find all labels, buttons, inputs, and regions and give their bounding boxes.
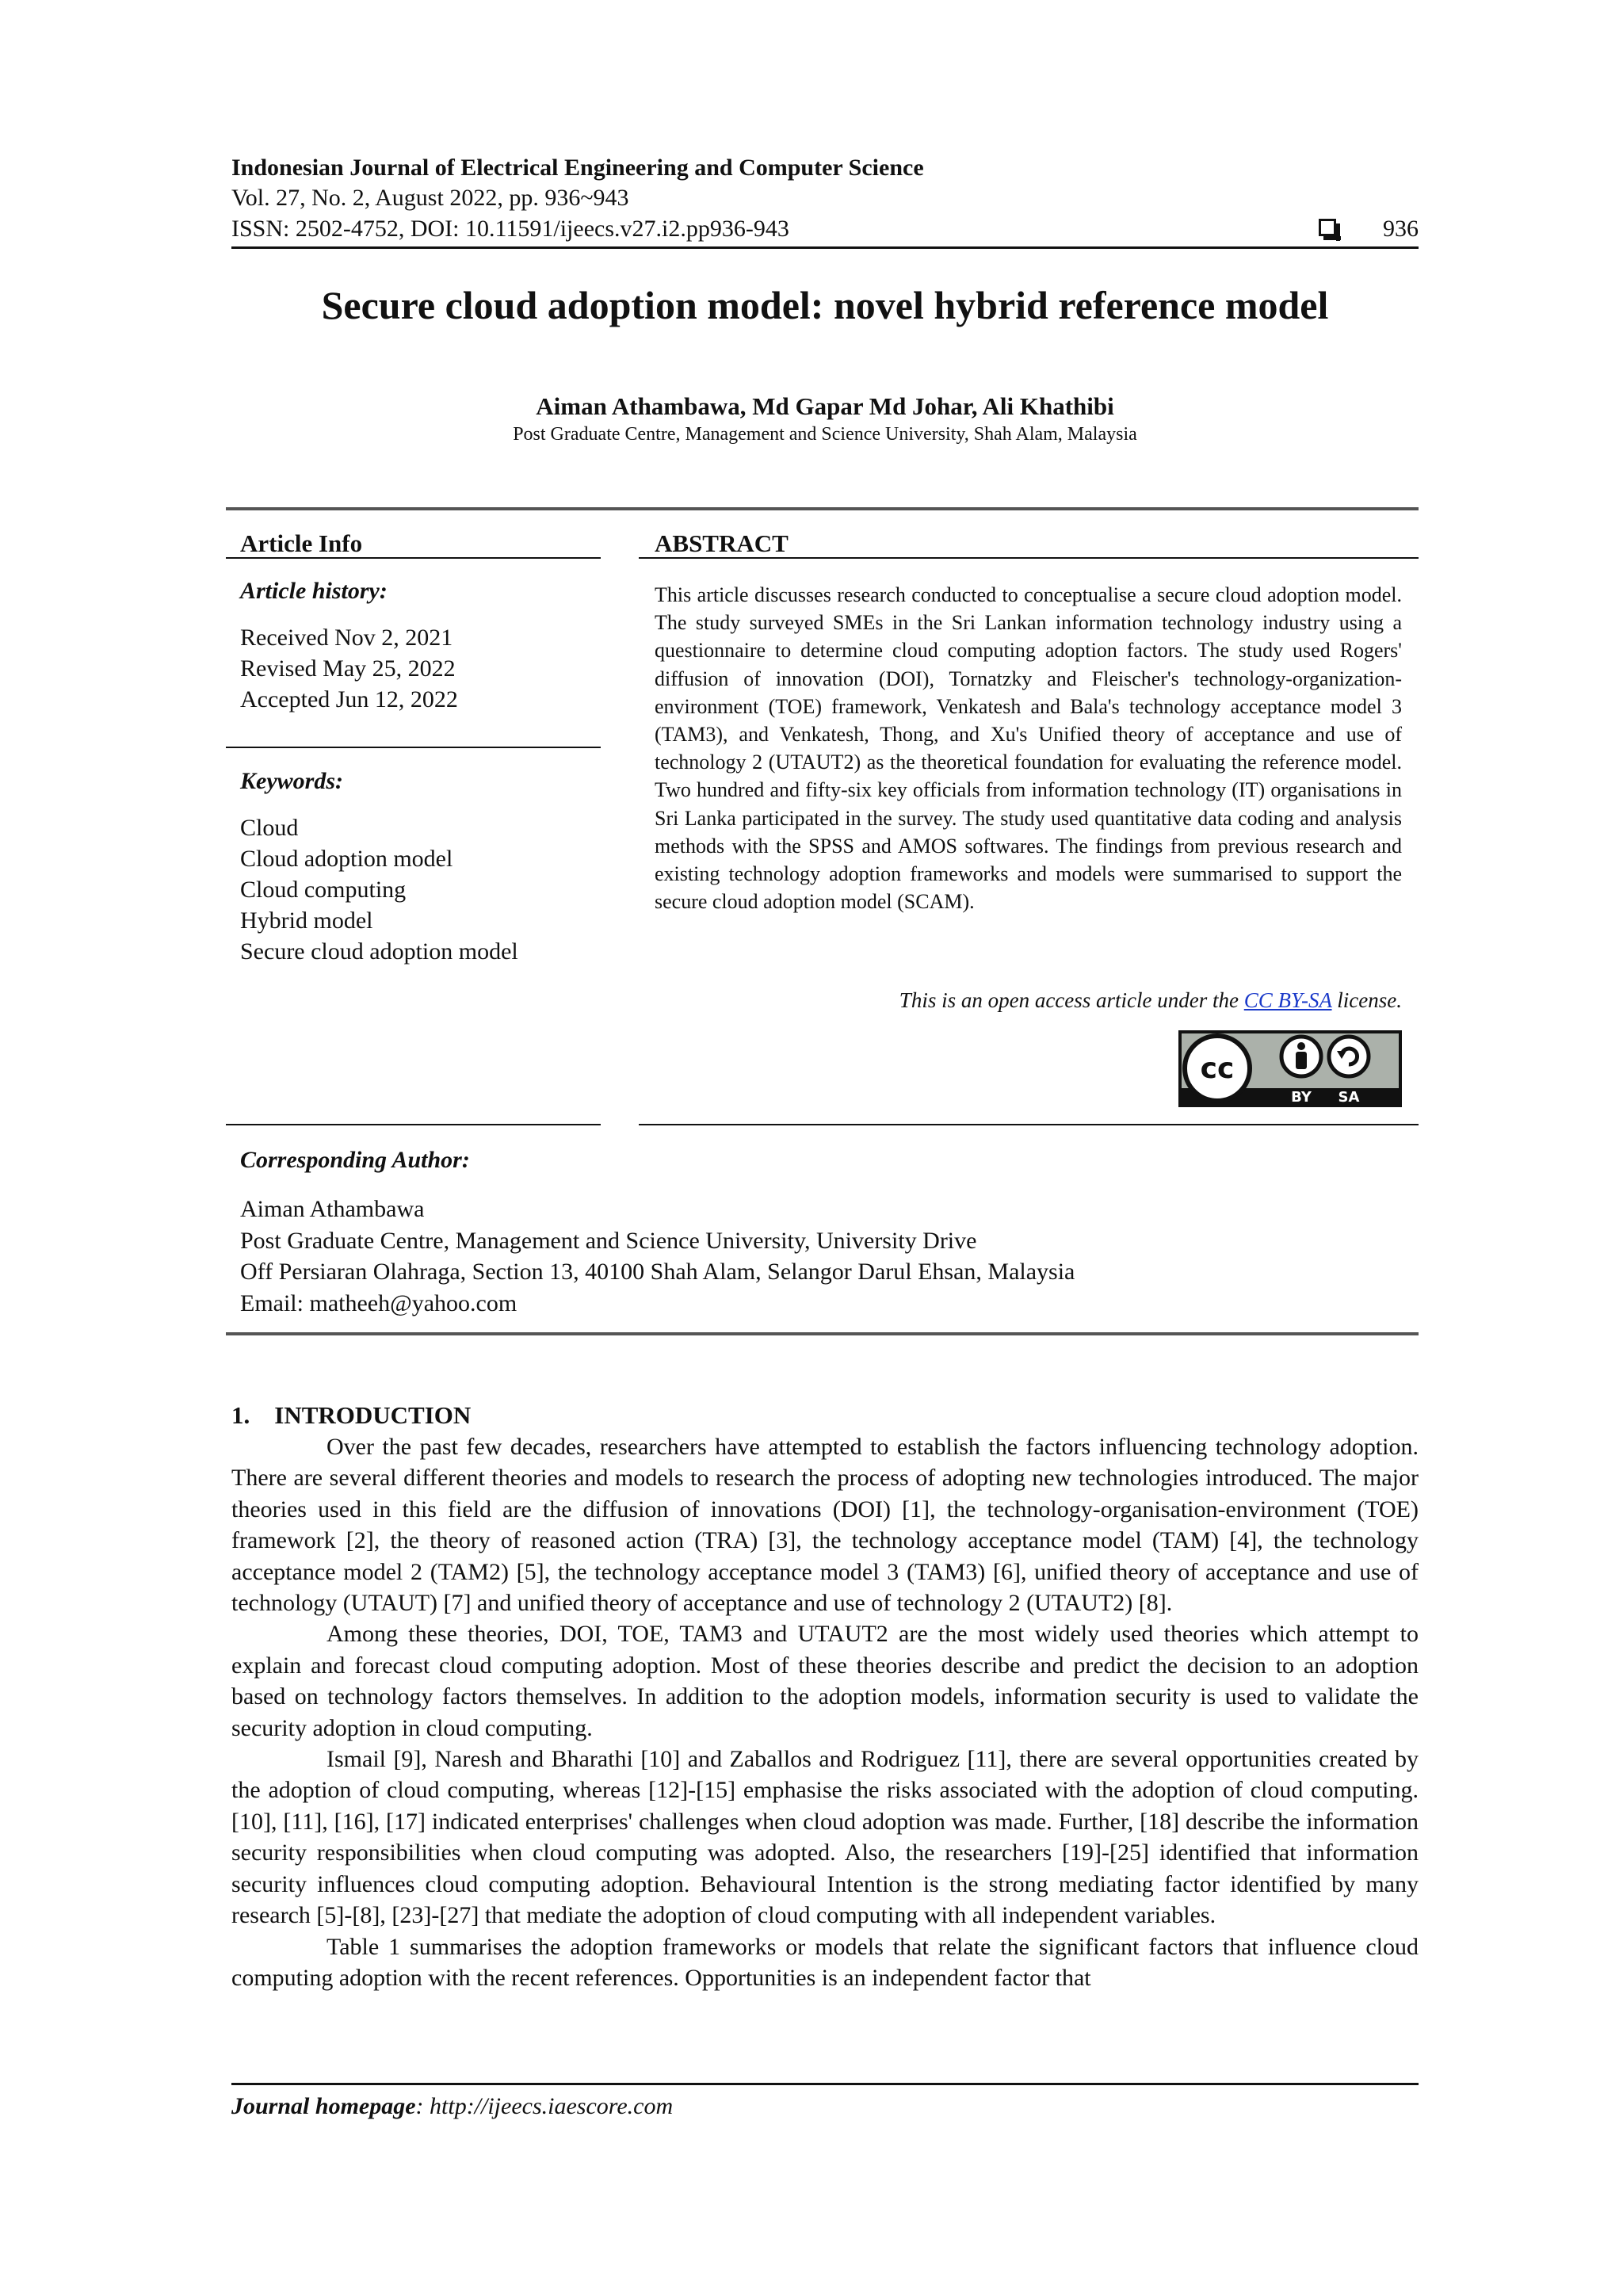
corresponding-author-block: [240, 1194, 1075, 1319]
infobox-top-rule: [226, 507, 1419, 510]
received-date: Received Nov 2, 2021: [240, 625, 453, 651]
abstract-heading: ABSTRACT: [655, 529, 789, 557]
sa-label: SA: [1338, 1089, 1360, 1106]
license-link[interactable]: CC BY-SA: [1243, 988, 1332, 1012]
corresponding-address-2: Off Persiaran Olahraga, Section 13, 40100 Shah Alam, Selangor Darul Ehsan, Malaysia: [240, 1259, 1075, 1285]
license-suffix: license.: [1331, 988, 1402, 1012]
corresponding-address-1: Post Graduate Centre, Management and Science University, University Drive: [240, 1227, 977, 1254]
accepted-date: Accepted Jun 12, 2022: [240, 686, 458, 712]
keywords-label: Keywords:: [240, 768, 343, 794]
authors: Aiman Athambawa, Md Gapar Md Johar, Ali Khathibi: [536, 392, 1114, 420]
issn-doi: ISSN: 2502-4752, DOI: 10.11591/ijeecs.v27.i2.pp936-943: [231, 216, 789, 242]
cc-by-sa-badge[interactable]: [1178, 1030, 1402, 1107]
journal-homepage: [231, 2092, 673, 2121]
corresponding-email: Email: matheeh@yahoo.com: [240, 1289, 517, 1316]
page-box-icon: [1319, 219, 1336, 236]
affiliation: Post Graduate Centre, Management and Science University, Shah Alam, Malaysia: [513, 424, 1137, 445]
infobox-end-rule: [226, 1332, 1419, 1335]
introduction-heading: 1. INTRODUCTION: [231, 1401, 472, 1429]
article-history-label: Article history:: [240, 578, 388, 604]
page-number: 936: [1383, 216, 1419, 242]
intro-paragraph: Table 1 summarises the adoption frameworks or models that relate the significant factors that influence cloud computing adoption with the recent references. Opportunities is an independent factor that: [231, 1933, 1419, 1991]
intro-paragraph: Among these theories, DOI, TOE, TAM3 and UTAUT2 are the most widely used theories which attempt to explain and forecast cloud computing adoption. Most of these theories describe and predict the decision to an adoption based on technology factors themselves. In addition to the adoption models, information security is used to validate the security adoption in cloud computing.: [231, 1621, 1419, 1741]
cc-badge-graphic: [1178, 1030, 1402, 1107]
corresponding-name: Aiman Athambawa: [240, 1196, 425, 1222]
volume-info: Vol. 27, No. 2, August 2022, pp. 936~943: [231, 185, 629, 211]
infobox-bottom-rule-right: [639, 1124, 1419, 1125]
header-rule: [231, 246, 1419, 249]
keywords-rule: [226, 747, 601, 748]
infobox-bottom-rule-left: [226, 1124, 601, 1125]
introduction-body: [231, 1431, 1419, 1993]
footer-rule: [231, 2083, 1419, 2085]
journal-homepage-url[interactable]: : http://ijeecs.iaescore.com: [415, 2093, 674, 2119]
corresponding-author-label: Corresponding Author:: [240, 1147, 470, 1173]
abstract-text: This article discusses research conducted to conceptualise a secure cloud adoption model. The study surveyed SMEs in the Sri Lankan information technology industry using a questionnaire to determine cloud computing adoption factors. The study used Rogers' diffusion of innovation (DOI), Tornatzky and Fleischer's technology-organization-environment (TOE) framework, Venkatesh and Bala's technology acceptance model 3 (TAM3), and Venkatesh, Thong, and Xu's Unified theory of acceptance and use of technology 2 (UTAUT2) as the theoretical foundation for evaluating the reference model. Two hundred and fifty-six key officials from information technology (IT) organisations in Sri Lanka participated in the survey. The study used quantitative data coding and analysis methods with the SPSS and AMOS softwares. The findings from previous research and existing technology adoption frameworks and models were summarised to support the secure cloud adoption model (SCAM).: [655, 583, 1402, 914]
keyword-item: Cloud adoption model: [240, 846, 453, 872]
journal-homepage-label: Journal homepage: [231, 2093, 416, 2119]
by-label: BY: [1291, 1089, 1312, 1106]
keyword-item: Cloud computing: [240, 877, 407, 903]
paper-title: Secure cloud adoption model: novel hybrid reference model: [321, 283, 1329, 327]
intro-paragraph: Over the past few decades, researchers have attempted to establish the factors influencing technology adoption. There are several different theories and models to research the process of adopting new technologies introduced. The major theories used in this field are the diffusion of innovations (DOI) [1], the technology-organisation-environment (TOE) framework [2], the theory of reasoned action (TRA) [3], the technology acceptance model (TAM) [4], the technology acceptance model 2 (TAM2) [5], the technology acceptance model 3 (TAM3) [6], unified theory of acceptance and use of technology (UTAUT) [7] and unified theory of acceptance and use of technology 2 (UTAUT2) [8].: [231, 1434, 1419, 1617]
keyword-item: Hybrid model: [240, 907, 373, 934]
revised-date: Revised May 25, 2022: [240, 655, 456, 682]
keyword-item: Cloud: [240, 815, 299, 841]
article-info-heading: Article Info: [240, 529, 363, 557]
license-prefix: This is an open access article under the: [899, 988, 1244, 1012]
open-access-note: [655, 987, 1402, 1014]
intro-paragraph: Ismail [9], Naresh and Bharathi [10] and Zaballos and Rodriguez [11], there are several opportunities created by the adoption of cloud computing, whereas [12]-[15] emphasise the risks associated with the adoption of cloud computing. [10], [11], [16], [17] indicated enterprises' challenges when cloud adoption was made. Further, [18] describe the information security responsibilities when cloud computing was adopted. Also, the researchers [19]-[25] identified that information security influences cloud computing adoption. Behavioural Intention is the strong mediating factor identified by many research [5]-[8], [23]-[27] that mediate the adoption of cloud computing with all independent variables.: [231, 1746, 1419, 1929]
journal-name: Indonesian Journal of Electrical Engineering and Computer Science: [231, 155, 924, 181]
keyword-item: Secure cloud adoption model: [240, 938, 518, 965]
cc-letters: cc: [1200, 1052, 1235, 1085]
